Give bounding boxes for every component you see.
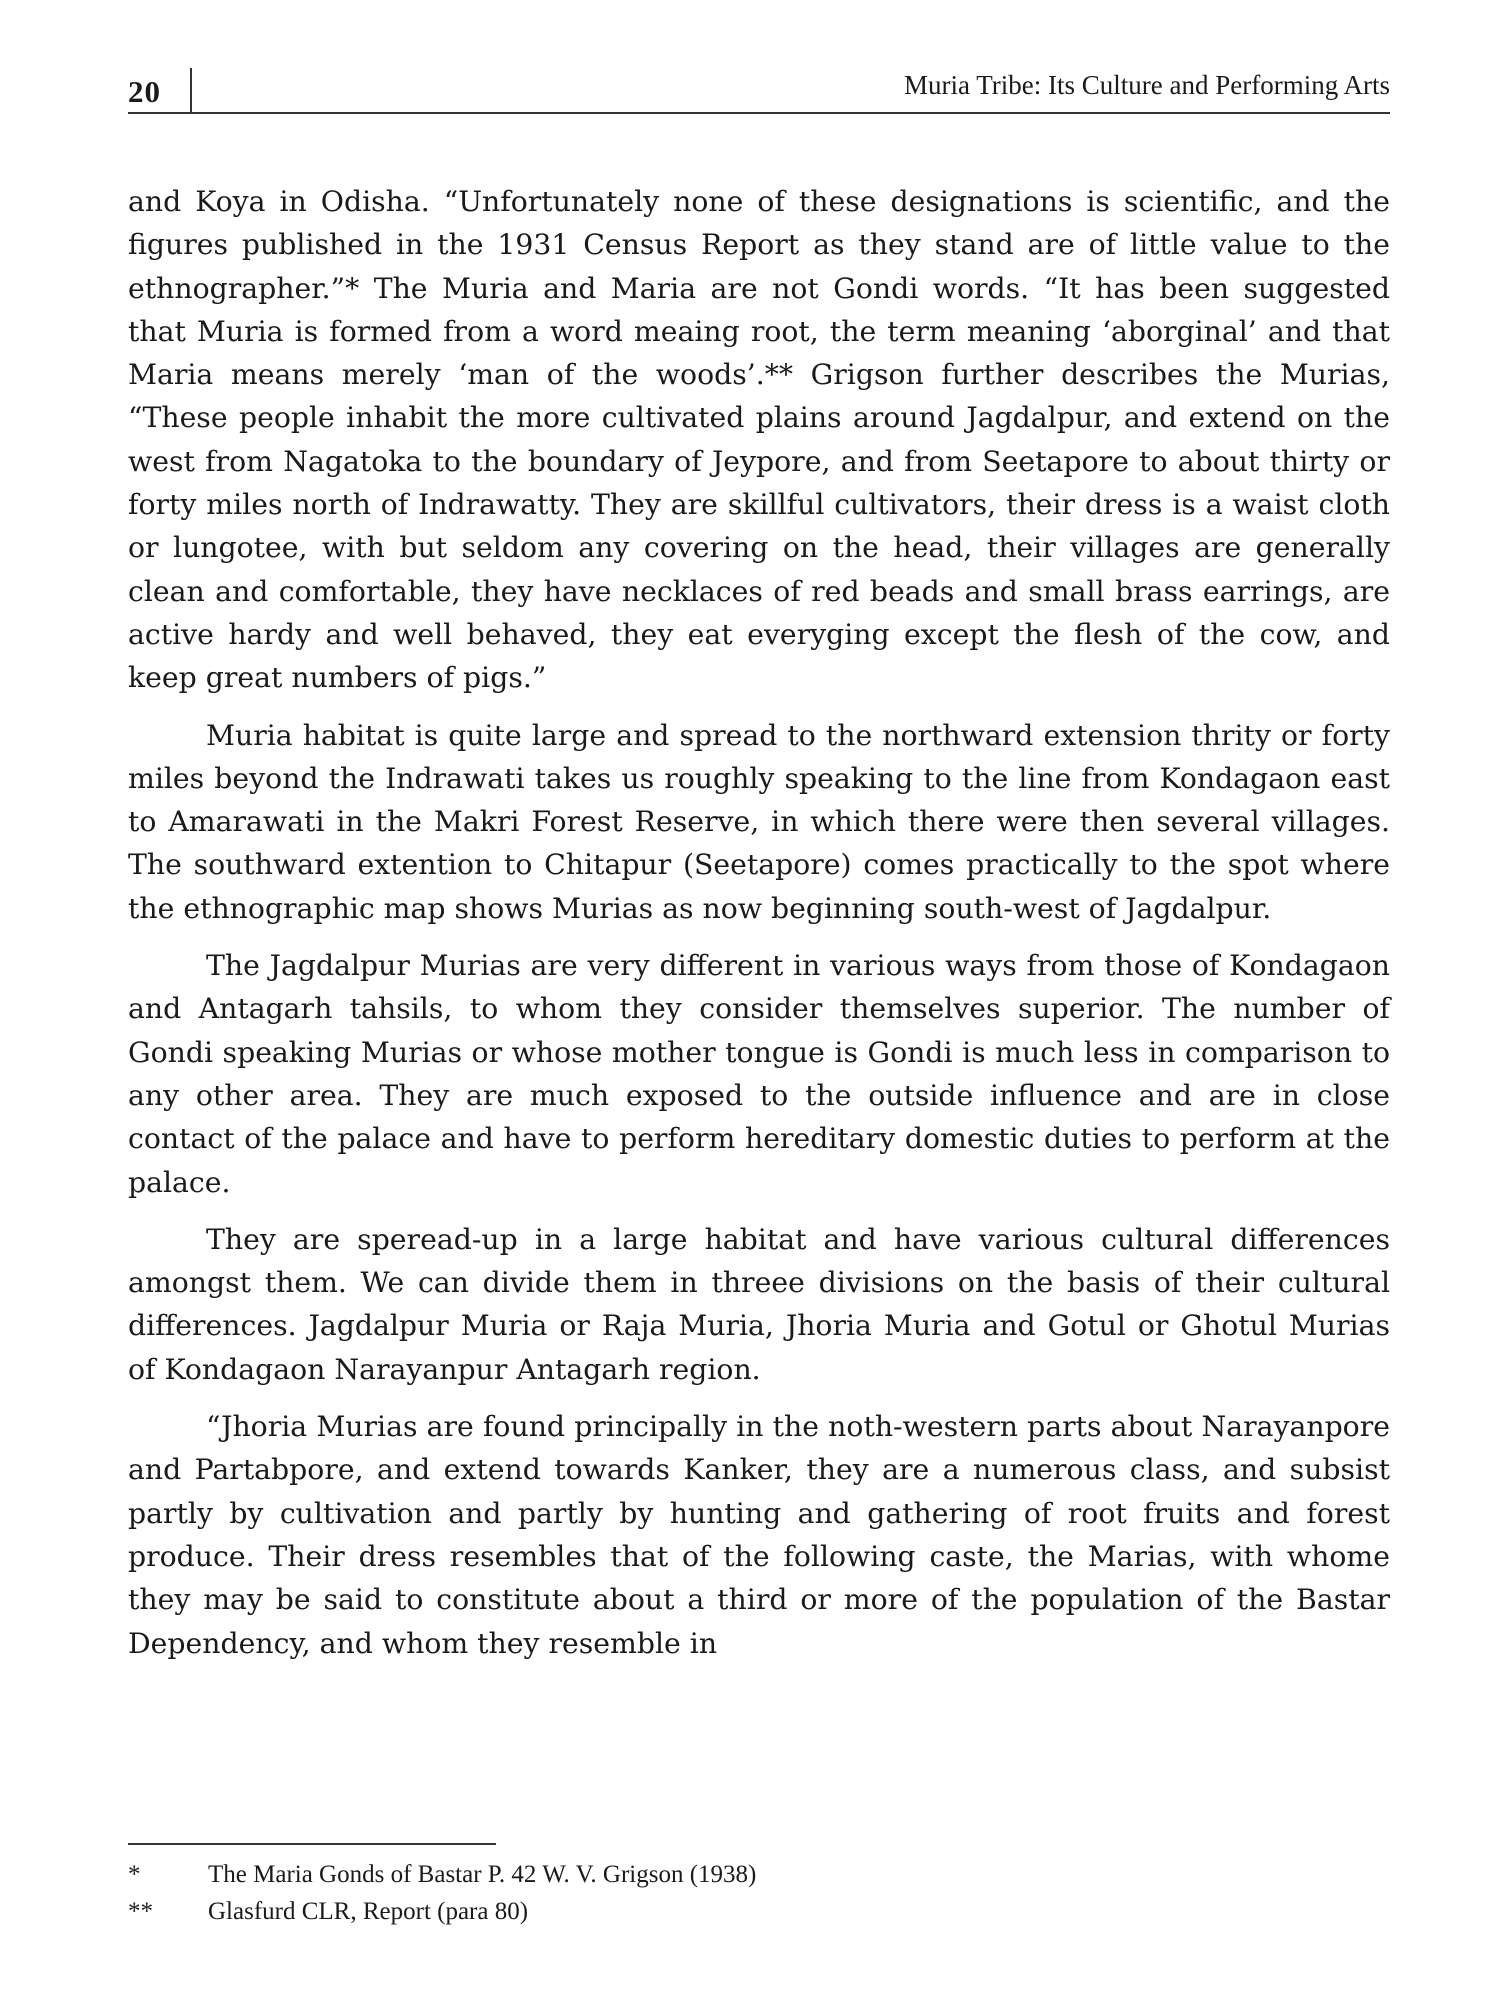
running-title: Muria Tribe: Its Culture and Performing Arts — [904, 70, 1390, 100]
paragraph: and Koya in Odisha. “Unfortunately none of these designations is scientific, and the figures published in the 1931 Census Report as they stand are of little value to the ethnographer.”* The Muria and Maria are not Gondi words. “It has been suggested that Muria is formed from a word meaing root, the term meaning ‘aborginal’ and that Maria means merely ‘man of the woods’.** Grigson further describes the Murias, “These people inhabit the more cultivated plains around Jagdalpur, and extend on the west from Nagatoka to the boundary of Jeypore, and from Seetapore to about thirty or forty miles north of Indrawatty. They are skillful cultivators, their dress is a waist cloth or lungotee, with but seldom any covering on the head, their villages are generally clean and comfortable, they have necklaces of red beads and small brass earrings, are active hardy and well behaved, they eat everyging except the flesh of the cow, and keep great numbers of pigs.” — [128, 185, 1390, 695]
body-text — [128, 180, 1390, 1679]
footnote-mark: * — [128, 1861, 141, 1888]
footnotes — [128, 1856, 1390, 1930]
paragraph: The Jagdalpur Murias are very different in various ways from those of Kondagaon and Antagarh tahsils, to whom they consider themselves superior. The number of Gondi speaking Murias or whose mother tongue is Gondi is much less in comparison to any other area. They are much exposed to the outside influence and are in close contact of the palace and have to perform hereditary domestic duties to perform at the palace. — [128, 949, 1390, 1199]
footnote — [128, 1856, 1390, 1893]
footnote-divider — [128, 1843, 496, 1845]
paragraph: Muria habitat is quite large and spread to the northward extension thrity or forty miles beyond the Indrawati takes us roughly speaking to the line from Kondagaon east to Amarawati in the Makri Forest Reserve, in which there were then several villages. The southward extention to Chitapur (Seetapore) comes practically to the spot where the ethnographic map shows Murias as now beginning south-west of Jagdalpur. — [128, 718, 1390, 925]
footnote-text: The Maria Gonds of Bastar P. 42 W. V. Grigson (1938) — [208, 1861, 757, 1888]
footnote-text: Glasfurd CLR, Report (para 80) — [208, 1898, 529, 1925]
paragraph: They are speread-up in a large habitat and have various cultural differences amongst them. We can divide them in threee divisions on the basis of their cultural differences. Jagdalpur Muria or Raja Muria, Jhoria Muria and Gotul or Ghotul Murias of Kondagaon Narayanpur Antagarh region. — [128, 1222, 1390, 1386]
footnote — [128, 1893, 1390, 1930]
page-number: 20 — [128, 74, 161, 109]
running-head — [128, 68, 1390, 114]
paragraph: “Jhoria Murias are found principally in the noth-western parts about Narayanpore and Partabpore, and extend towards Kanker, they are a numerous class, and subsist partly by cultivation and partly by hunting and gathering of root fruits and forest produce. Their dress resembles that of the following caste, the Marias, with whome they may be said to constitute about a third or more of the population of the Bastar Dependency, and whom they resemble in — [128, 1410, 1390, 1660]
header-divider — [190, 68, 192, 112]
footnote-mark: ** — [128, 1898, 153, 1925]
